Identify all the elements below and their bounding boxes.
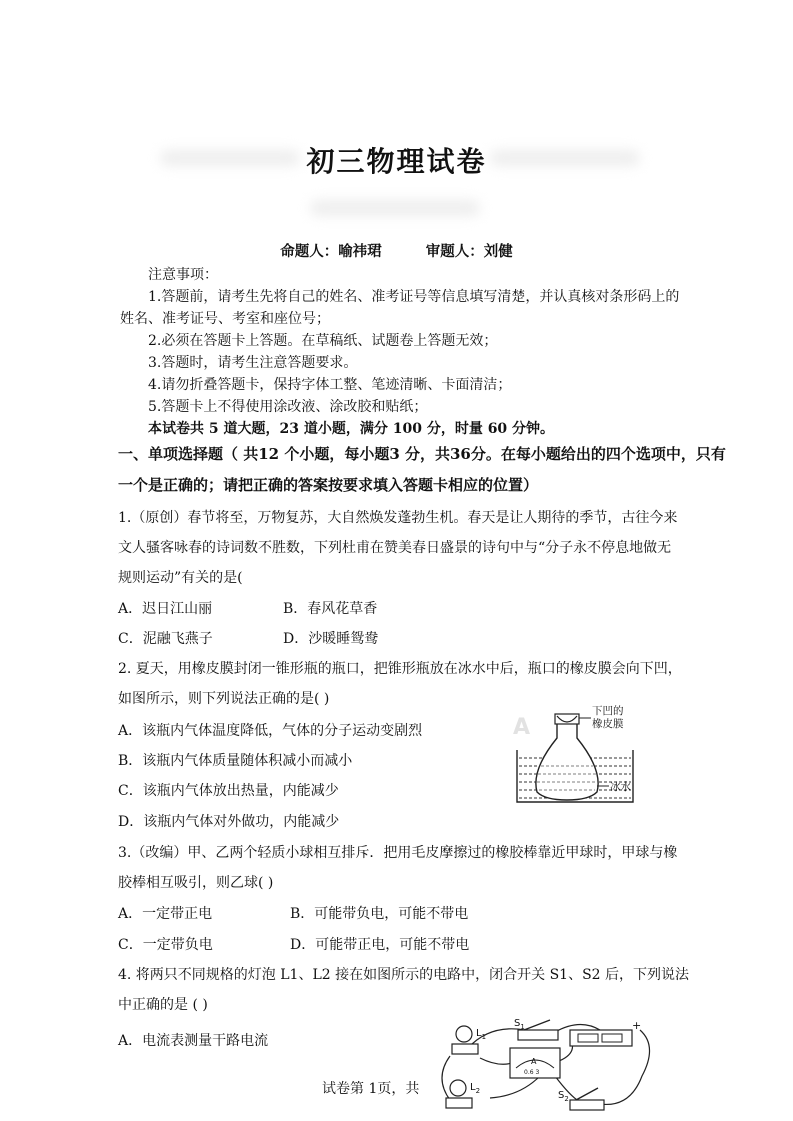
q1-option-c: C．泥融飞燕子 [118, 631, 213, 647]
ice-water-label: 冰水 [610, 781, 631, 793]
q2-option-d: D．该瓶内气体对外做功，内能减少 [118, 814, 340, 830]
page-title: 初三物理试卷 [306, 145, 487, 178]
notes-heading: 注意事项： [148, 267, 218, 283]
ammeter-scale: 0.6 3 [524, 1069, 540, 1076]
note-1-cont: 姓名、准考证号、考室和座位号； [120, 311, 330, 327]
note-1: 1.答题前，请考生先将自己的姓名、准考证号等信息填写清楚，并认真核对条形码上的 [148, 289, 680, 305]
note-2: 2.必须在答题卡上答题。在草稿纸、试题卷上答题无效； [148, 333, 498, 349]
question-2: 2. 夏天，用橡皮膜封闭一锥形瓶的瓶口，把锥形瓶放在冰水中后，瓶口的橡皮膜会向下凹， [118, 661, 682, 677]
q3-option-a: A．一定带正电 [118, 906, 213, 922]
note-4: 4.请勿折叠答题卡，保持字体工整、笔迹清晰、卡面清洁； [148, 377, 512, 393]
ammeter-label: A [531, 1057, 537, 1066]
question-2-cont: 如图所示，则下列说法正确的是( ) [118, 691, 330, 707]
q1-option-d: D．沙暖睡鸳鸯 [283, 631, 379, 647]
svg-text:A: A [513, 715, 531, 740]
q2-option-c: C．该瓶内气体放出热量，内能减少 [118, 783, 339, 799]
bulb-l1-label: $L_1$ [476, 1028, 487, 1041]
membrane-label: 橡皮膜 [592, 718, 624, 730]
flask-ice-water-figure [505, 700, 645, 810]
section-heading: 一、单项选择题（ 共12 个小题，每小题3 分，共36分。在每小题给出的四个选项中，只有 [118, 445, 726, 463]
reviewer-name: 审题人：刘健 [425, 243, 513, 260]
circuit-figure [430, 1016, 660, 1116]
question-4: 4. 将两只不同规格的灯泡 L1、L2 接在如图所示的电路中，闭合开关 S1、S2 后，下列说法 [118, 967, 690, 983]
question-1: 1.（原创）春节将至，万物复苏，大自然焕发蓬勃生机。春天是让人期待的季节，古往今来 [118, 510, 678, 526]
q4-option-a: A．电流表测量干路电流 [118, 1033, 269, 1049]
page-footer: 试卷第 1页，共 [322, 1081, 420, 1097]
q1-option-a: A．迟日江山丽 [118, 601, 213, 617]
question-1-cont: 规则运动”有关的是( [118, 570, 243, 586]
authors-line [0, 240, 793, 261]
exam-summary: 本试卷共 5 道大题，23 道小题，满分 100 分，时量 60 分钟。 [148, 421, 555, 437]
q2-option-a: A．该瓶内气体温度降低，气体的分子运动变剧烈 [118, 723, 423, 739]
q3-option-b: B．可能带负电，可能不带电 [290, 906, 469, 922]
setter-name: 命题人：喻祎珺 [280, 243, 382, 260]
question-4-cont: 中正确的是 ( ) [118, 997, 208, 1013]
question-3: 3.（改编）甲、乙两个轻质小球相互排斥．把用毛皮摩擦过的橡胶棒靠近甲球时，甲球与橡 [118, 845, 678, 861]
switch-s2-label: $S_2$ [558, 1090, 569, 1103]
question-1-cont: 文人骚客咏春的诗词数不胜数，下列杜甫在赞美春日盛景的诗句中与“分子永不停息地做无 [118, 540, 672, 556]
q1-option-b: B．春风花草香 [283, 601, 378, 617]
note-3: 3.答题时，请考生注意答题要求。 [148, 355, 358, 371]
q3-option-c: C．一定带负电 [118, 937, 213, 953]
note-5: 5.答题卡上不得使用涂改液、涂改胶和贴纸； [148, 399, 428, 415]
switch-s1-label: $S_1$ [514, 1018, 525, 1031]
q3-option-d: D．可能带正电，可能不带电 [290, 937, 470, 953]
section-heading-cont: 一个是正确的；请把正确的答案按要求填入答题卡相应的位置） [118, 476, 539, 494]
bulb-l2-label: $L_2$ [470, 1082, 481, 1095]
q2-option-b: B．该瓶内气体质量随体积减小而减小 [118, 753, 353, 769]
membrane-label: 下凹的 [592, 705, 624, 717]
question-3-cont: 胶棒相互吸引，则乙球( ) [118, 875, 274, 891]
battery-plus-label: + [632, 1019, 642, 1032]
bleed-through-artifact [310, 200, 480, 216]
